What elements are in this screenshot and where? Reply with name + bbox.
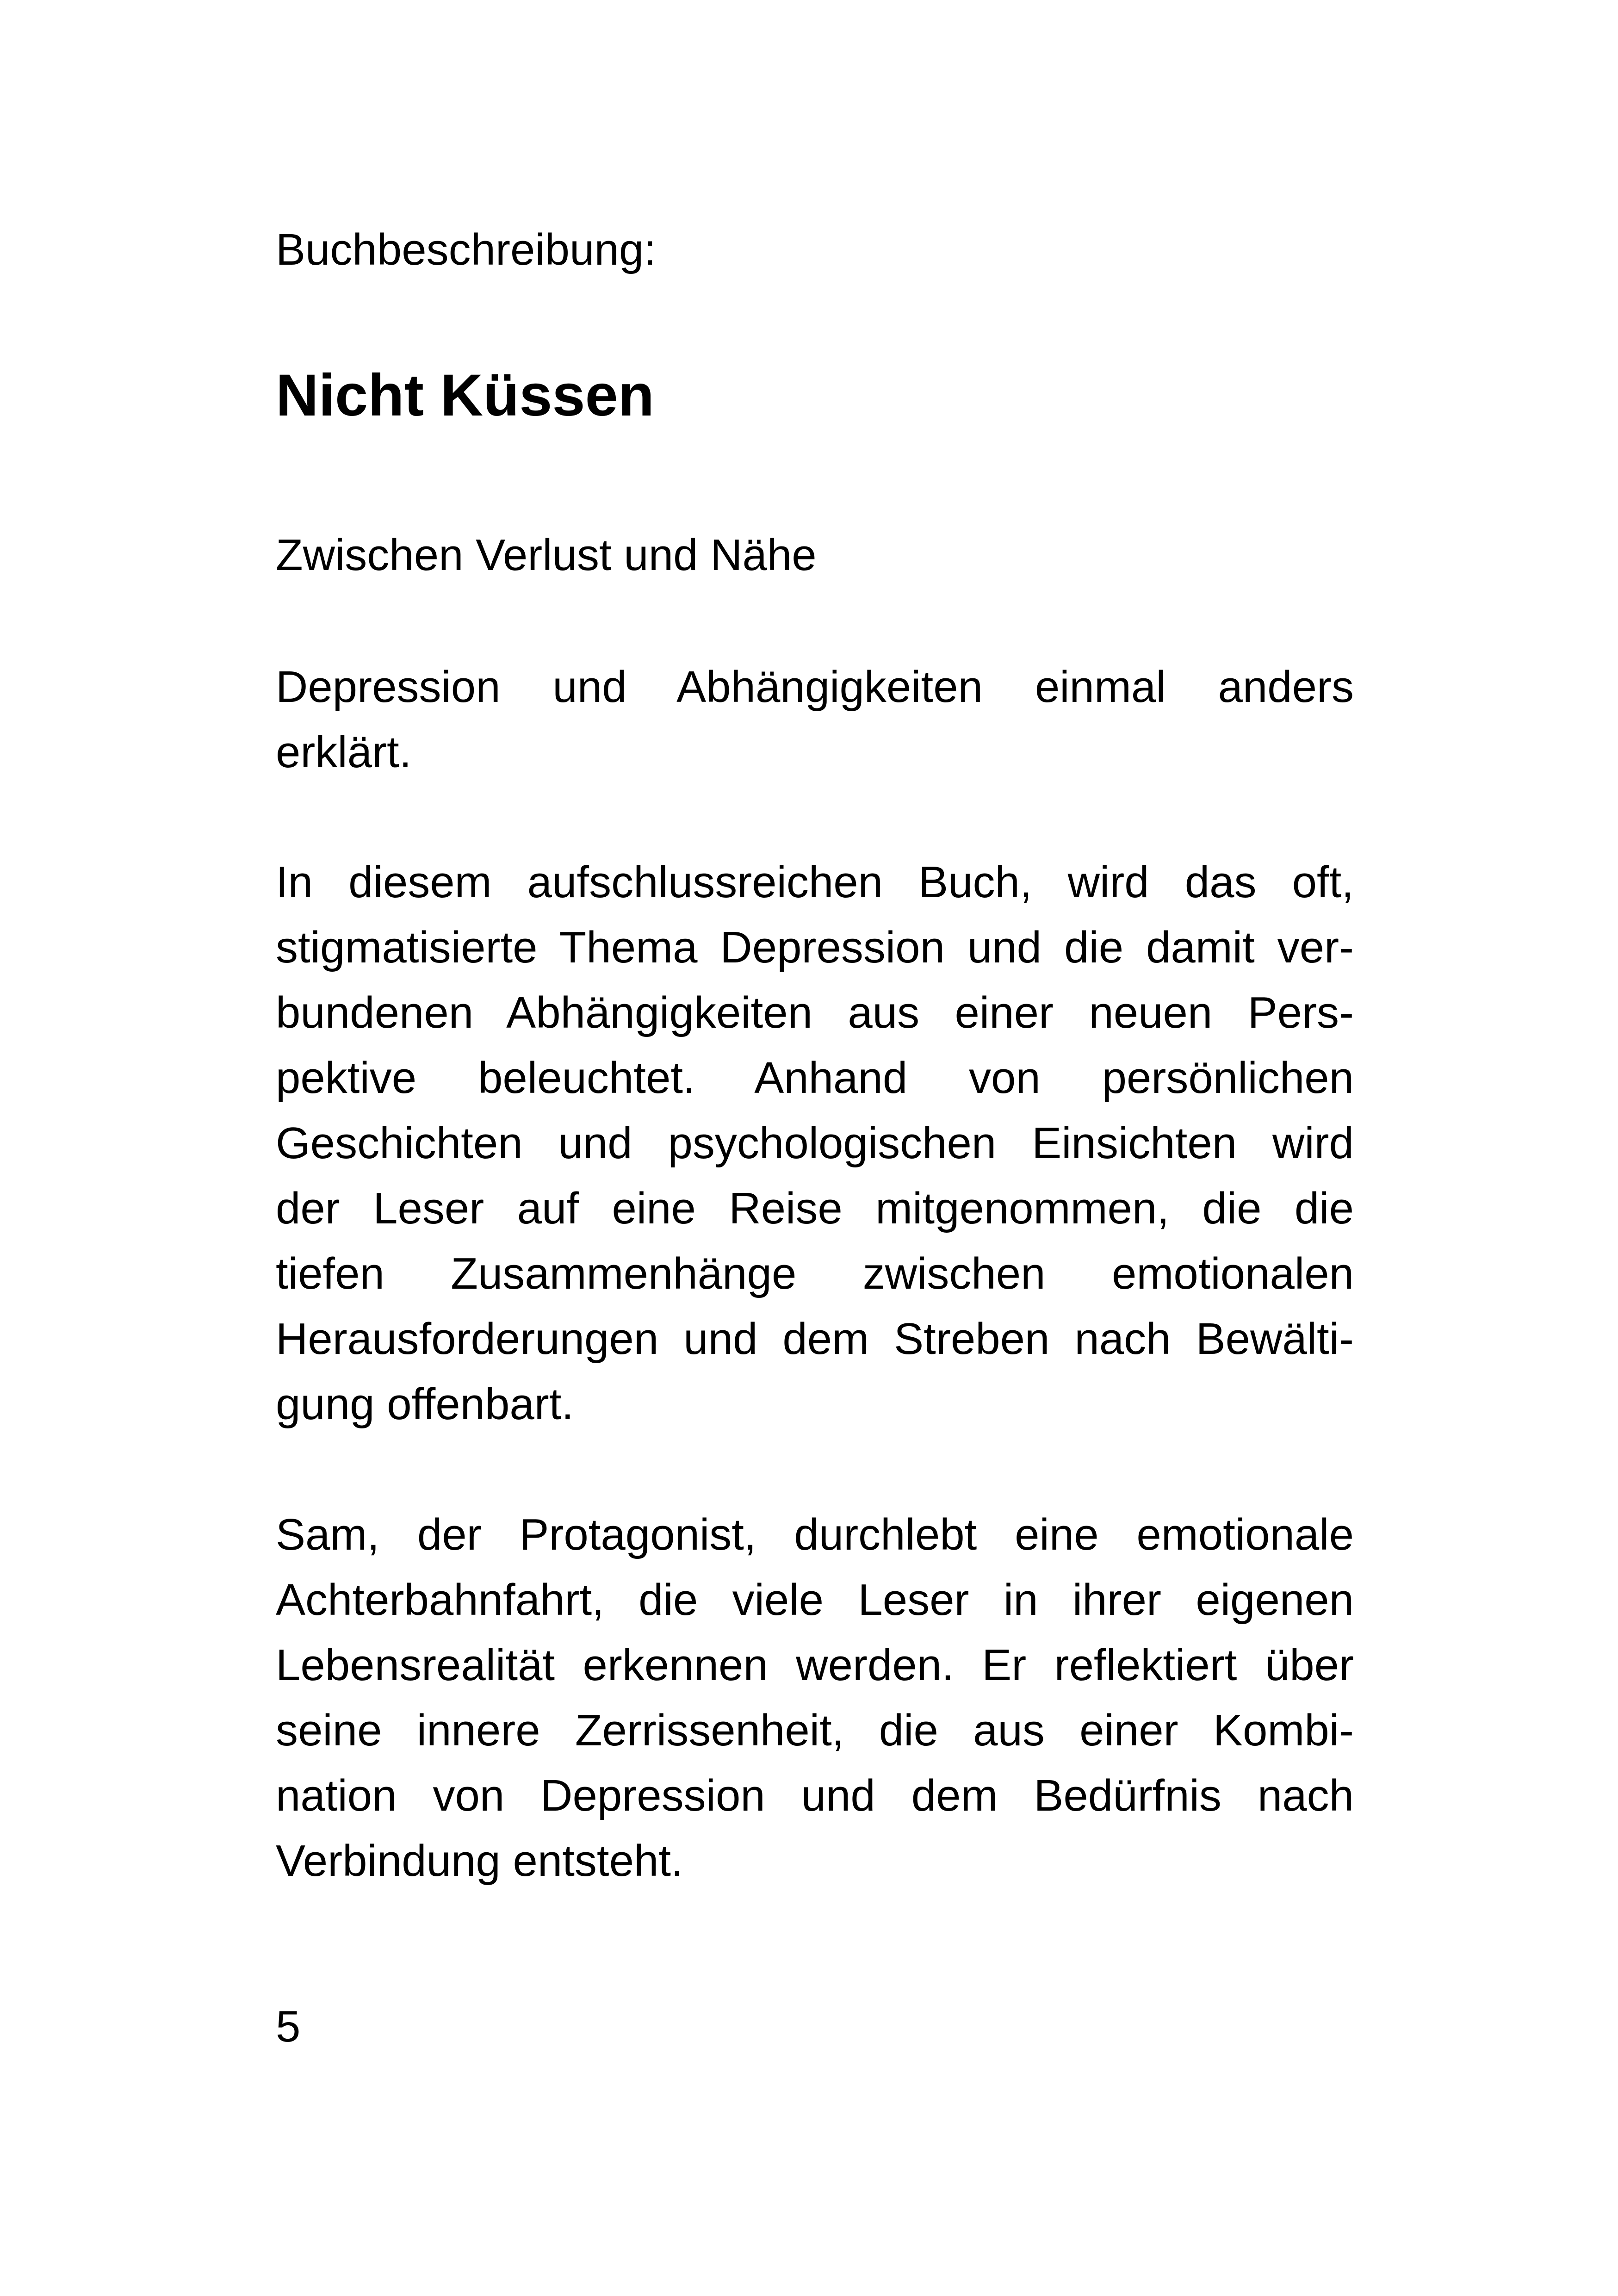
- paragraph-line: tiefen Zusammenhänge zwischen emotionalen: [276, 1249, 1354, 1298]
- paragraph-line: stigmatisierte Thema Depression und die damit ver-: [276, 923, 1354, 972]
- paragraph-line: der Leser auf eine Reise mitgenommen, die die: [276, 1184, 1354, 1233]
- paragraph-line: nation von Depression und dem Bedürfnis nach: [276, 1771, 1354, 1820]
- paragraph-line: Verbindung entsteht.: [276, 1836, 683, 1886]
- section-label: Buchbeschreibung:: [276, 225, 656, 274]
- paragraph-protagonist: [276, 1502, 1354, 1893]
- paragraph-line: pektive beleuchtet. Anhand von persönlichen: [276, 1053, 1354, 1103]
- paragraph-line: In diesem aufschlussreichen Buch, wird das oft,: [276, 857, 1354, 907]
- paragraph-description: [276, 850, 1354, 1437]
- paragraph-line: erklärt.: [276, 727, 412, 777]
- paragraph-line: gung offenbart.: [276, 1379, 574, 1429]
- paragraph-line: bundenen Abhängigkeiten aus einer neuen Pers-: [276, 988, 1354, 1037]
- paragraph-line: Sam, der Protagonist, durchlebt eine emotionale: [276, 1510, 1354, 1559]
- paragraph-line: Achterbahnfahrt, die viele Leser in ihrer eigenen: [276, 1575, 1354, 1625]
- paragraph-line: Herausforderungen und dem Streben nach Bewälti-: [276, 1314, 1354, 1364]
- paragraph-intro: [276, 654, 1354, 785]
- paragraph-line: Lebensrealität erkennen werden. Er reflektiert über: [276, 1640, 1354, 1690]
- book-subtitle: Zwischen Verlust und Nähe: [276, 530, 817, 580]
- paragraph-line: Geschichten und psychologischen Einsichten wird: [276, 1118, 1354, 1168]
- paragraph-line: Depression und Abhängigkeiten einmal anders: [276, 662, 1354, 712]
- paragraph-line: seine innere Zerrissenheit, die aus einer Kombi-: [276, 1706, 1354, 1755]
- book-title: Nicht Küssen: [276, 362, 654, 428]
- page-number: 5: [276, 2002, 301, 2051]
